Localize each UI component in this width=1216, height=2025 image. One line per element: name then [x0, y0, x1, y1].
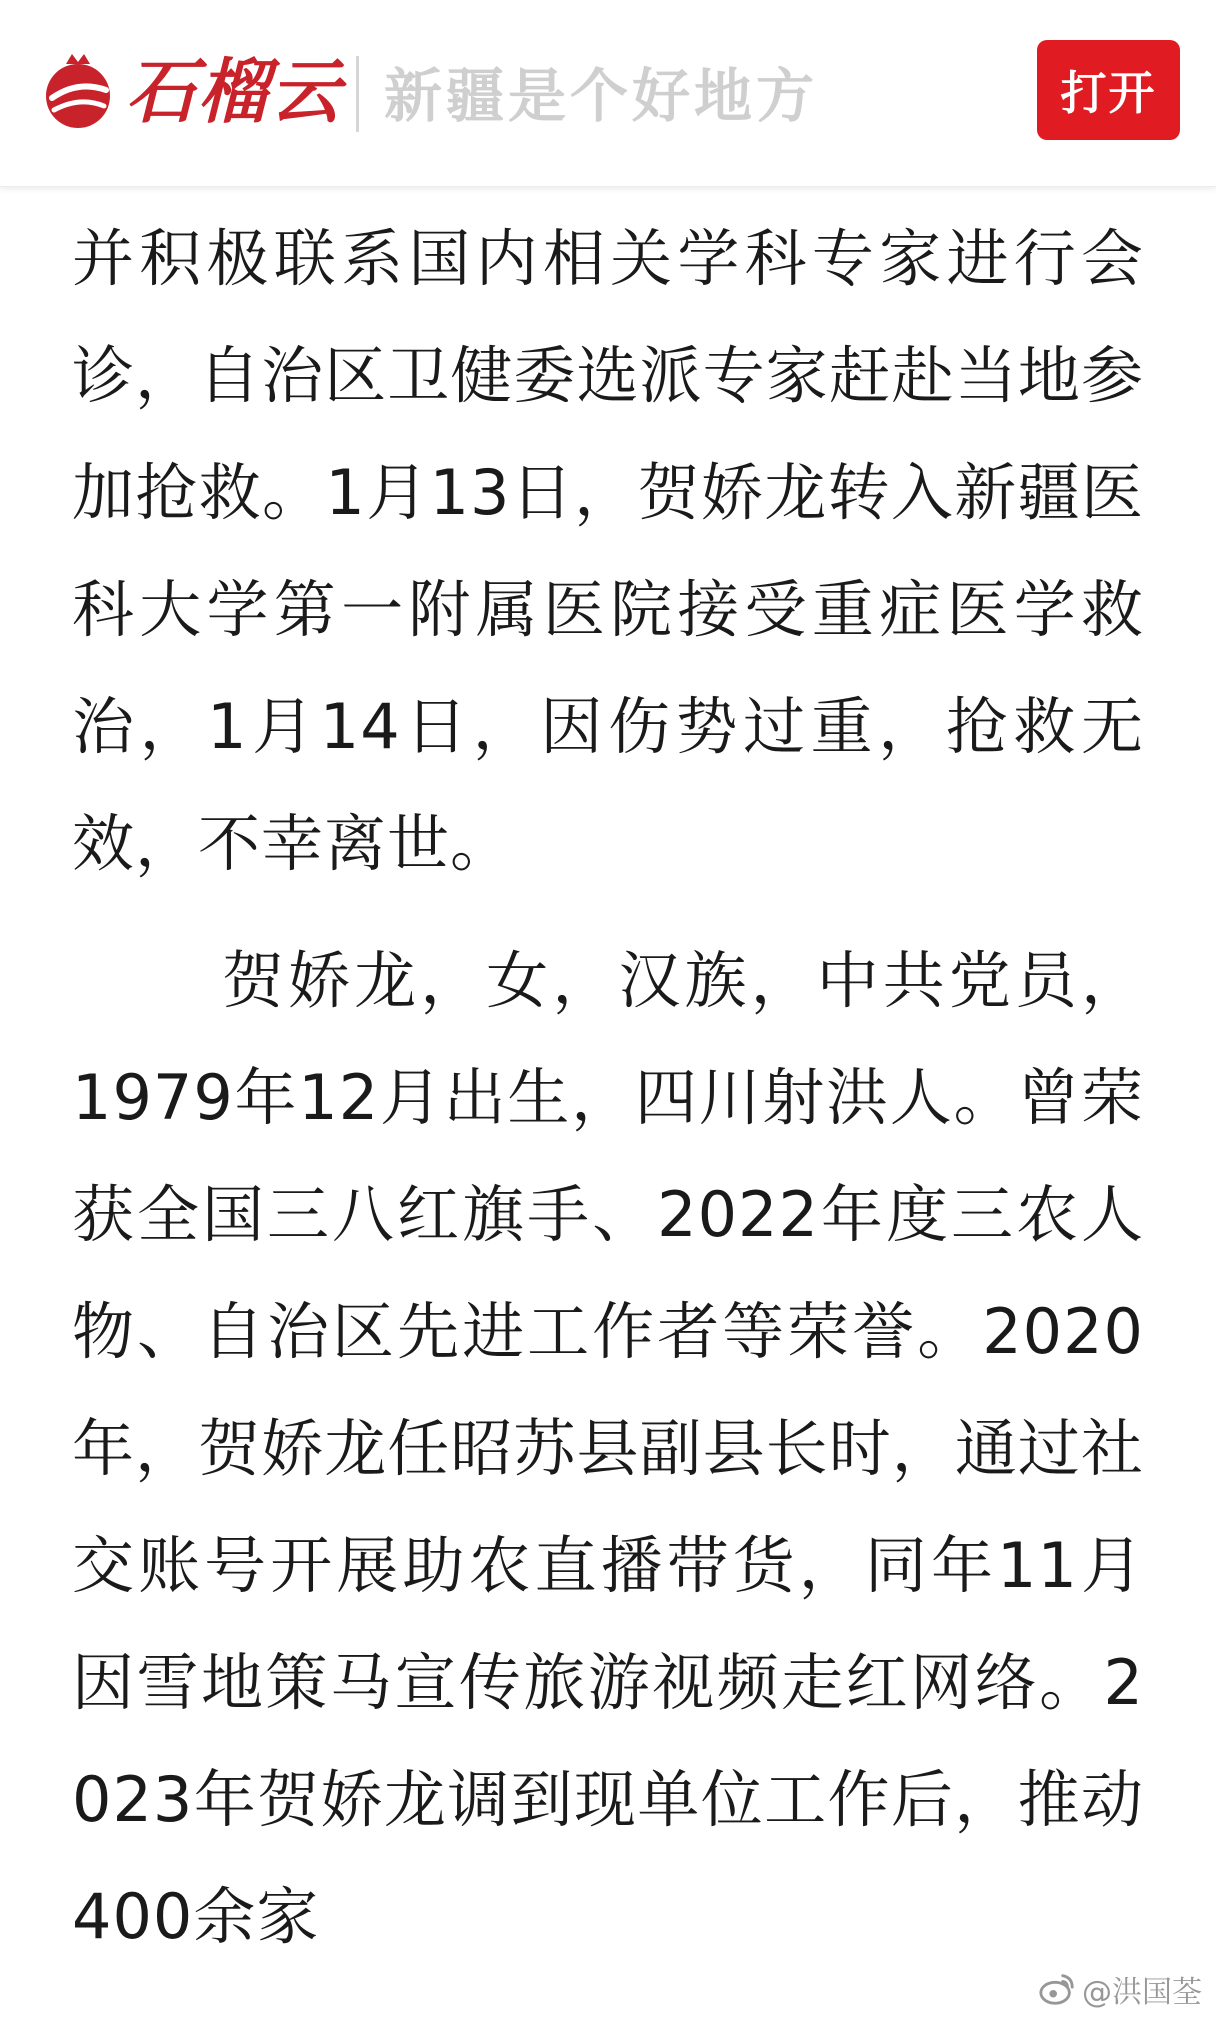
article-paragraph: 并积极联系国内相关学科专家进行会诊，自治区卫健委选派专家赶赴当地参加抢救。1月13日，贺娇龙转入新疆医科大学第一附属医院接受重症医学救治，1月14日，因伤势过重，抢救无效，不幸离世。	[72, 222, 1144, 880]
watermark	[1038, 1967, 1202, 2011]
weibo-icon	[1038, 1970, 1076, 2008]
app-logo[interactable]	[36, 42, 342, 142]
logo-text: 石榴云	[126, 50, 342, 133]
header-divider	[356, 56, 359, 132]
header-slogan: 新疆是个好地方	[384, 62, 819, 130]
top-bar	[0, 0, 1216, 187]
open-app-button[interactable]: 打开	[1037, 40, 1180, 140]
article-body	[72, 200, 1144, 1975]
pomegranate-logo-icon	[36, 50, 120, 134]
watermark-text: @洪国荃	[1082, 1975, 1202, 2010]
article-paragraph: 贺娇龙，女，汉族，中共党员，1979年12月出生，四川射洪人。曾荣获全国三八红旗手、2022年度三农人物、自治区先进工作者等荣誉。2020年，贺娇龙任昭苏县副县长时，通过社交账号开展助农直播带货，同年11月因雪地策马宣传旅游视频走红网络。2023年贺娇龙调到现单位工作后，推动400余家	[72, 944, 1144, 1953]
